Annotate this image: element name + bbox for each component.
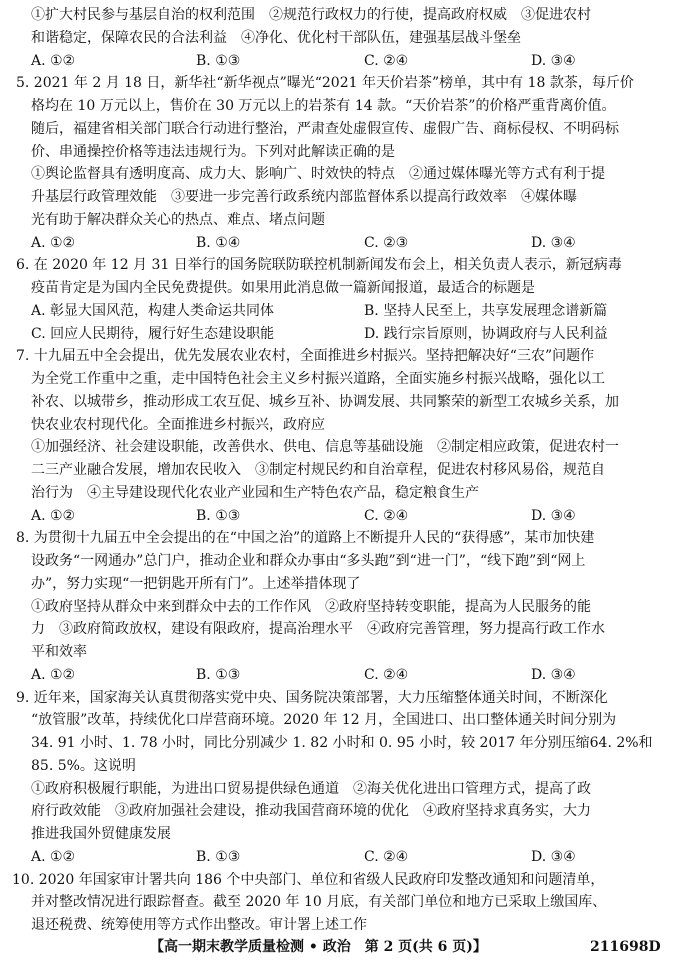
option-a: A. ①②	[31, 666, 76, 683]
question-9-line: 85. 5%。这说明	[31, 757, 136, 774]
question-8-stem: 8. 为贯彻十九届五中全会提出的在“中国之治”的道路上不断提升人民的“获得感”，某市加快建	[16, 530, 595, 547]
option-b: B. ①④	[196, 234, 241, 251]
option-b: B. ①③	[196, 52, 241, 69]
question-8-line: 办”，努力实现“一把钥匙开所有门”。上述举措体现了	[31, 575, 361, 592]
question-5-stem: 5. 2021 年 2 月 18 日，新华社“新华视点”曝光“2021 年天价岩茶”榜单，其中有 18 款茶，每斤价	[16, 75, 634, 92]
question-10-stem: 10. 2020 年国家审计署共向 186 个中央部门、单位和省级人民政府印发整改通知和问题清单，	[12, 871, 605, 888]
question-6-stem: 6. 在 2020 年 12 月 31 日举行的国务院联防联控机制新闻发布会上，相关负责人表示，新冠病毒	[16, 257, 622, 274]
option-c: C. ②④	[364, 507, 409, 524]
option-b: B. ①③	[196, 507, 241, 524]
page-footer-label: 【高一期末教学质量检测 • 政治 第 2 页(共 6 页)】	[150, 939, 487, 955]
question-8-line: 力 ③政府简政放权，建设有限政府，提高治理水平 ④政府完善管理，努力提高行政工作水	[31, 621, 605, 638]
option-d: D. ③④	[531, 848, 576, 865]
question-6-line: 疫苗肯定是为国内全民免费提供。如果用此消息做一篇新闻报道，最适合的标题是	[31, 280, 535, 296]
option-b: B. ①③	[196, 848, 241, 865]
question-5-line: 价、串通操控价格等违法违规行为。下列对此解读正确的是	[31, 143, 395, 160]
page-footer-code: 211698D	[590, 939, 661, 955]
question-4-line: 和谐稳定，保障农民的合法利益 ④净化、优化村干部队伍，建强基层战斗堡垒	[31, 29, 521, 46]
option-c: C. ②③	[364, 234, 409, 251]
question-10-line: 退还税费、统筹使用等方式作出整改。审计署上述工作	[31, 917, 367, 933]
question-8-line: ①政府坚持从群众中来到群众中去的工作作风 ②政府坚持转变职能，提高为人民服务的能	[31, 598, 591, 615]
option-c: C. ②④	[364, 666, 409, 683]
option-a: A. ①②	[31, 234, 76, 251]
option-d: D. ③④	[531, 52, 576, 69]
question-9-line: 34. 91 小时、1. 78 小时，同比分别减少 1. 82 小时和 0. 95 小时，较 2017 年分别压缩64. 2%和	[31, 735, 653, 751]
question-7-stem: 7. 十九届五中全会提出，优先发展农业农村，全面推进乡村振兴。坚持把解决好“三农”问题作	[16, 348, 595, 365]
option-c: C. 回应人民期待，履行好生态建设职能	[31, 325, 275, 342]
question-9-line: 推进我国外贸健康发展	[31, 826, 171, 842]
question-5-line: 升基层行政管理效能 ③要进一步完善行政系统内部监督体系以提高行政效率 ④媒体曝	[31, 189, 577, 205]
question-5-line: 随后，福建省相关部门联合行动进行整治，严肃查处虚假宣传、虚假广告、商标侵权、不明码标	[31, 120, 619, 137]
option-a: A. ①②	[31, 52, 76, 69]
option-d: D. ③④	[531, 234, 576, 251]
question-9-line: ①政府积极履行职能，为进出口贸易提供绿色通道 ②海关优化进出口管理方式，提高了政	[31, 780, 591, 797]
question-7-line: 二三产业融合发展，增加农民收入 ③制定村规民约和自治章程，促进农村移风易俗，规范自	[31, 462, 605, 478]
option-b: B. 坚持人民至上，共享发展理念谱新篇	[364, 302, 608, 319]
question-9-line: “放管服”改革，持续优化口岸营商环境。2020 年 12 月，全国进口、出口整体通关时间分别为	[31, 712, 617, 729]
question-10-line: 并对整改情况进行跟踪督查。截至 2020 年 10 月底，有关部门单位和地方已采取上缴国库、	[31, 894, 607, 911]
question-4-line: ①扩大村民参与基层自治的权利范围 ②规范行政权力的行使，提高政府权威 ③促进农村	[31, 7, 591, 23]
question-5-line: 格均在 10 万元以上，售价在 30 万元以上的岩茶有 14 款。“天价岩茶”的价格严重背离价值。	[31, 98, 616, 114]
question-7-line: ①加强经济、社会建设职能，改善供水、供电、信息等基础设施 ②制定相应政策，促进农村一	[31, 439, 619, 456]
question-5-line: 光有助于解决群众关心的热点、难点、堵点问题	[31, 211, 325, 228]
option-b: B. ①③	[196, 666, 241, 683]
option-c: C. ②④	[364, 848, 409, 865]
question-8-line: 设政务“一网通办”总门户，推动企业和群众办事由“多头跑”到“进一门”，“线下跑”到“网上	[31, 553, 586, 569]
option-a: A. ①②	[31, 507, 76, 524]
option-c: C. ②④	[364, 52, 409, 69]
option-d: D. 践行宗旨原则，协调政府与人民利益	[364, 325, 608, 342]
question-5-line: ①舆论监督具有透明度高、成力大、影响广、时效快的特点 ②通过媒体曝光等方式有利于提	[31, 166, 605, 183]
question-7-line: 治行为 ④主导建设现代化农业产业园和生产特色农产品，稳定粮食生产	[31, 484, 479, 501]
option-d: D. ③④	[531, 507, 576, 524]
question-7-line: 补农、以城带乡，推动形成工农互促、城乡互补、协调发展、共同繁荣的新型工农城乡关系，加	[31, 393, 619, 410]
question-9-stem: 9. 近年来，国家海关认真贯彻落实党中央、国务院决策部署，大力压缩整体通关时间，不断深化	[16, 689, 608, 706]
question-7-line: 快农业农村现代化。全面推进乡村振兴，政府应	[31, 416, 325, 433]
option-d: D. ③④	[531, 666, 576, 683]
question-7-line: 为全党工作重中之重，走中国特色社会主义乡村振兴道路，全面实施乡村振兴战略，强化以工	[31, 371, 605, 387]
question-9-line: 府行政效能 ③政府加强社会建设，推动我国营商环境的优化 ④政府坚持求真务实，大力	[31, 803, 591, 820]
option-a: A. 彰显大国风范，构建人类命运共同体	[31, 302, 275, 319]
question-8-line: 平和效率	[31, 644, 87, 660]
option-a: A. ①②	[31, 848, 76, 865]
